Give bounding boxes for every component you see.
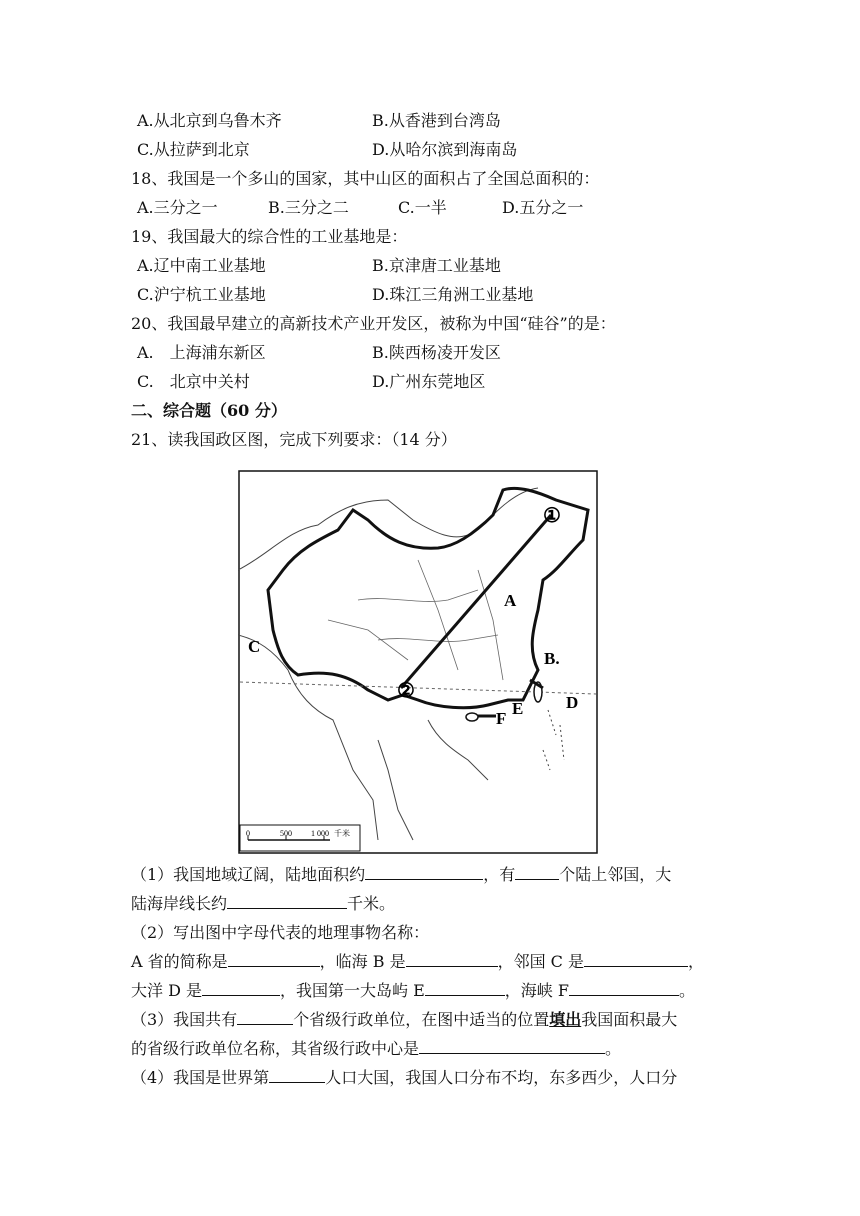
map-label-1: ① [543,505,561,527]
q19-option-d: D.珠江三角洲工业基地 [372,285,534,304]
q18-option-c: C.一半 [398,198,447,217]
section-title: 二、综合题（60 分） [131,401,287,420]
blank-neighbor-count[interactable] [515,865,559,880]
q21-p2-c: ，邻国 C 是 [497,952,585,971]
q21-p1-e: 千米。 [347,894,396,913]
q20-option-a: A. 上海浦东新区 [137,343,266,362]
blank-province-count[interactable] [237,1010,293,1025]
blank-population-rank[interactable] [269,1068,325,1083]
q21-p1-a: （1）我国地域辽阔，陆地面积约 [131,865,366,884]
q21-p3-line1 [131,1009,677,1031]
q17-option-d: D.从哈尔滨到海南岛 [372,140,518,159]
q21-p1-line2 [131,893,395,915]
blank-country-c[interactable] [584,952,688,967]
q18-option-d: D.五分之一 [502,198,584,217]
scale-1000: 1 000 [311,829,329,838]
q19-stem: 19、我国最大的综合性的工业基地是： [131,227,408,246]
q21-p3-b: 个省级行政单位，在图中适当的位置 [293,1010,550,1029]
q21-p4-a: （4）我国是世界第 [131,1068,270,1087]
blank-sea-b[interactable] [406,952,498,967]
q19-option-a: A.辽中南工业基地 [137,256,266,275]
china-political-map [238,470,598,854]
q21-p2-f: ，我国第一大岛屿 E [280,981,425,1000]
q21-p3-line2 [131,1038,621,1060]
q21-p1-d: 陆海岸线长约 [131,894,228,913]
blank-coastline[interactable] [227,894,347,909]
map-label-a: A [504,591,517,610]
q17-option-a: A.从北京到乌鲁木齐 [137,111,282,130]
q17-option-b: B.从香港到台湾岛 [372,111,501,130]
map-label-d: D [566,693,579,712]
blank-ocean-d[interactable] [202,981,280,996]
q21-p2-line1 [131,951,704,973]
q21-stem: 21、读我国政区图，完成下列要求：（14 分） [131,430,457,449]
blank-province-abbr[interactable] [228,952,320,967]
q18-option-a: A.三分之一 [137,198,218,217]
q21-p3-a: （3）我国共有 [131,1010,238,1029]
q21-p2-a: A 省的简称是 [131,952,228,971]
map-label-c: C [248,637,261,656]
q21-p1-b: ，有 [483,865,516,884]
map-label-2: ② [397,680,415,702]
q21-p2-e: 大洋 D 是 [131,981,203,1000]
q20-option-d: D.广州东莞地区 [372,372,486,391]
q21-p1-c: 个陆上邻国，大 [559,865,672,884]
q21-p2-title: （2）写出图中字母代表的地理事物名称： [131,923,430,942]
q21-p3-e: 。 [605,1039,622,1058]
q21-p4-line1 [131,1067,677,1089]
q20-option-c: C. 北京中关村 [137,372,250,391]
q17-option-c: C.从拉萨到北京 [137,140,250,159]
blank-island-e[interactable] [425,981,505,996]
scale-0: 0 [246,829,250,838]
q21-p3-emph: 填出 [549,1010,582,1029]
blank-land-area[interactable] [365,865,483,880]
scale-unit: 千米 [334,829,350,838]
q18-stem: 18、我国是一个多山的国家，其中山区的面积占了全国总面积的： [131,169,600,188]
q21-p3-d: 的省级行政单位名称，其省级行政中心是 [131,1039,420,1058]
q20-option-b: B.陕西杨凌开发区 [372,343,501,362]
blank-capital[interactable] [419,1039,605,1054]
q21-p4-b: 人口大国，我国人口分布不均，东多西少，人口分 [325,1068,678,1087]
q21-p2-g: ，海峡 F [504,981,569,1000]
q19-option-c: C.沪宁杭工业基地 [137,285,266,304]
q21-p1-line1 [131,864,671,886]
scale-500: 500 [280,829,292,838]
q20-stem: 20、我国最早建立的高新技术产业开发区，被称为中国“硅谷”的是： [131,314,616,333]
map-label-b: B. [544,649,560,668]
q21-p2-line2 [131,980,695,1002]
q21-p2-b: ，临海 B 是 [319,952,406,971]
q19-option-b: B.京津唐工业基地 [372,256,501,275]
map-label-f: F [496,709,507,728]
q21-p2-d: ， [688,952,705,971]
map-label-e: E [512,699,524,718]
blank-strait-f[interactable] [569,981,679,996]
q18-option-b: B.三分之二 [268,198,349,217]
q21-p2-h: 。 [679,981,696,1000]
q21-p3-c: 我国面积最大 [581,1010,678,1029]
